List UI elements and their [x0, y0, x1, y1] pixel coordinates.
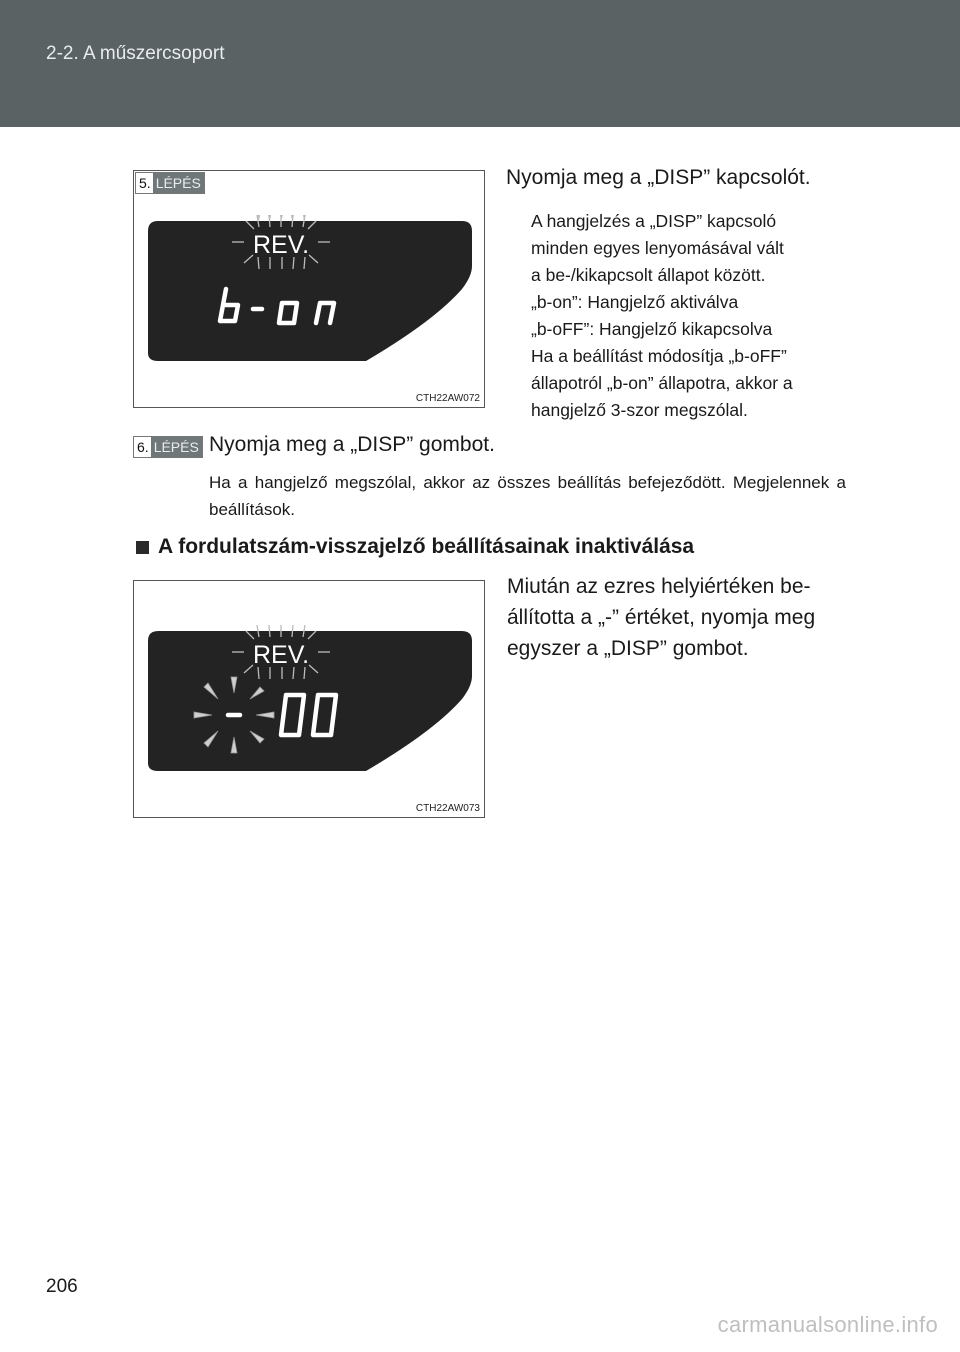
- step-5-word: LÉPÉS: [153, 173, 204, 193]
- page-header: [0, 0, 960, 127]
- step-5-badge: [135, 172, 205, 194]
- figure-rev-dash-00: [133, 580, 485, 818]
- rev-label: REV.: [252, 231, 310, 259]
- step-6-title: Nyomja meg a „DISP” gombot.: [209, 433, 495, 456]
- step-5-line: minden egyes lenyomásával vált: [531, 238, 784, 258]
- step-5-title: Nyomja meg a „DISP” kapcsolót.: [506, 166, 811, 189]
- page-number: 206: [46, 1276, 78, 1297]
- step-5-line: „b-oFF”: Hangjelző kikapcsolva: [531, 319, 773, 339]
- figure-code: CTH22AW072: [415, 393, 480, 404]
- step-6-number: 6.: [137, 439, 149, 455]
- step-5-line: „b-on”: Hangjelző aktiválva: [531, 292, 739, 312]
- step-5-line: A hangjelzés a „DISP” kapcsoló: [531, 211, 777, 231]
- rev-display-illustration: [134, 171, 484, 407]
- section-title: A fordulatszám-visszajelző beállításainak inaktiválása: [158, 535, 695, 558]
- step-5-line: Ha a beállítást módosítja „b-oFF”: [531, 346, 787, 366]
- square-bullet-icon: [136, 541, 149, 554]
- watermark: carmanualsonline.info: [717, 1312, 938, 1337]
- rev-display-illustration: [134, 581, 484, 817]
- step-6-word: LÉPÉS: [151, 437, 202, 457]
- step-5-number: 5.: [139, 175, 151, 191]
- figure-rev-b-on: [133, 170, 485, 408]
- step-5-line: hangjelző 3-szor megszólal.: [531, 400, 748, 420]
- figure-code: CTH22AW073: [415, 803, 480, 814]
- step-5-description: [531, 208, 846, 424]
- section-heading: [136, 535, 694, 559]
- step-5-line: a be-/kikapcsolt állapot között.: [531, 265, 766, 285]
- step-6-description: Ha a hangjelző megszólal, akkor az összes beállítás befejeződött. Megjelennek a beállítások.: [209, 473, 846, 519]
- header-title: 2-2. A műszercsoport: [46, 43, 225, 64]
- step-6-badge: [133, 436, 203, 458]
- rev-label: REV.: [252, 641, 310, 669]
- section-description: Miután az ezres helyiértéken be-állította a „-” értéket, nyomja meg egyszer a „DISP” gombot.: [507, 575, 816, 660]
- step-5-line: állapotról „b-on” állapotra, akkor a: [531, 373, 793, 393]
